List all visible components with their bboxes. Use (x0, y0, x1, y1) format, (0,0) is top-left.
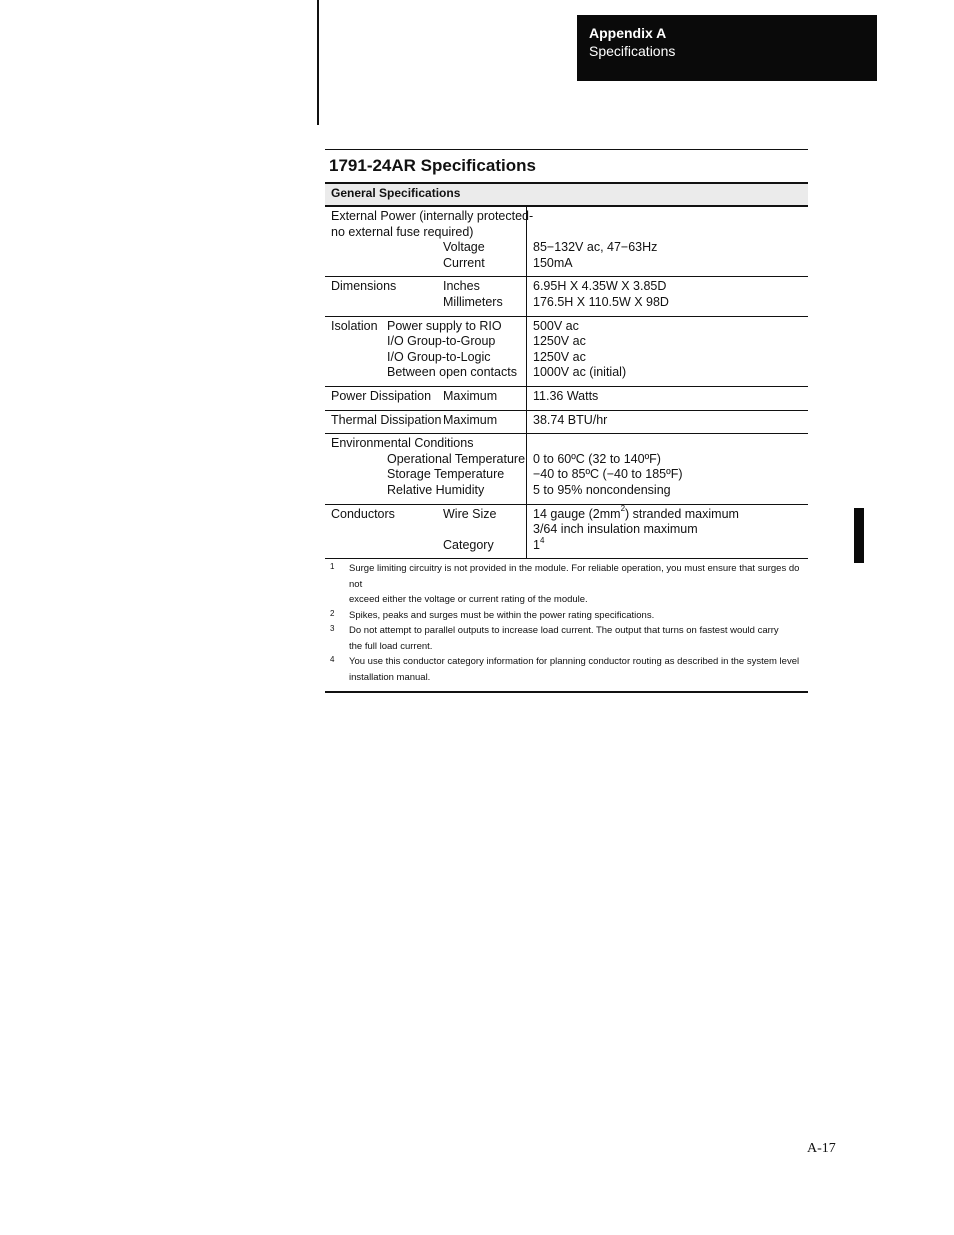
page-number: A-17 (807, 1141, 836, 1156)
spec-value-cell (527, 410, 809, 434)
spec-value-cell (527, 434, 809, 504)
spec-value-cell (527, 207, 809, 277)
spec-label-line (331, 209, 534, 225)
spec-label-line (331, 240, 520, 256)
spec-label-text: Current (443, 255, 485, 270)
spec-label-line (331, 413, 520, 429)
spec-value-line (533, 350, 802, 366)
footnote-line: Spikes, peaks and surges must be within the power rating specifications. (349, 609, 655, 621)
spec-value-line (533, 483, 802, 499)
table-row (325, 410, 808, 434)
spec-label-cell (325, 504, 527, 559)
page-title: 1791-24AR Specifications (329, 156, 536, 175)
spec-label-text: Operational Temperature (387, 451, 526, 466)
left-margin-rule (317, 0, 319, 125)
spec-label-cell (325, 410, 527, 434)
footnote (325, 561, 808, 608)
spec-label-line (331, 350, 520, 366)
spec-value-text: 1000V ac (initial) (533, 365, 627, 380)
spec-sublabel-text: Inches (443, 279, 480, 294)
spec-value-line (533, 522, 802, 538)
spec-value-line (533, 504, 802, 523)
spec-sublabel-text: Maximum (443, 388, 498, 403)
spec-label-text: Between open contacts (387, 365, 517, 380)
footnote (325, 608, 808, 624)
footnote (325, 623, 808, 654)
table-row (325, 277, 808, 316)
footnote-number: 2 (330, 608, 335, 618)
footnote-number: 1 (330, 562, 335, 572)
spec-value-text: −40 to 85ºC (−40 to 185ºF) (533, 467, 683, 482)
spec-value-text: 5 to 95% noncondensing (533, 482, 671, 497)
spec-label-line (331, 436, 520, 452)
spec-value-cell (527, 504, 809, 559)
footnote-line: the full load current. (349, 640, 433, 652)
spec-value-line (533, 535, 802, 554)
table-row (325, 386, 808, 410)
spec-label-text: Relative Humidity (387, 482, 485, 497)
footnote-ref: 4 (539, 535, 545, 545)
spec-value-text: 3/64 inch insulation maximum (533, 522, 698, 537)
spec-label-text: I/O Group-to-Group (387, 334, 496, 349)
table-heading: General Specifications (325, 182, 808, 207)
spec-label-cell (325, 207, 534, 277)
footnote-number: 4 (330, 655, 335, 665)
spec-value-text: ) stranded maximum (625, 506, 739, 521)
spec-value-text: 85−132V ac, 47−63Hz (533, 240, 658, 255)
spec-sublabel-text: Wire Size (443, 506, 497, 521)
spec-value-line (533, 467, 802, 483)
footnote-number: 3 (330, 624, 335, 634)
spec-value-line (533, 256, 802, 272)
table-row (325, 207, 808, 277)
spec-label-text: Thermal Dissipation (331, 412, 442, 427)
spec-value-text: 38.74 BTU/hr (533, 412, 608, 427)
spec-value-line (533, 295, 802, 311)
spec-label-cell (325, 277, 527, 316)
section-label: Specifications (589, 43, 676, 59)
spec-value-text: 0 to 60ºC (32 to 140ºF) (533, 451, 661, 466)
spec-label-text: Storage Temperature (387, 467, 505, 482)
footnote-line: You use this conductor category information for planning conductor routing as described in the system level (349, 656, 800, 668)
section-thumb-tab (854, 508, 864, 563)
spec-label-line (331, 451, 526, 468)
spec-label-text: Millimeters (443, 294, 503, 309)
spec-value-text: 1250V ac (533, 349, 586, 364)
spec-label-line (331, 467, 520, 483)
spec-label-text: Category (443, 537, 494, 552)
footnote-ref: 2 (620, 504, 626, 514)
footnote-line: installation manual. (349, 671, 431, 683)
spec-value-text: 11.36 Watts (533, 388, 599, 403)
spec-label-text: I/O Group-to-Logic (387, 349, 491, 364)
spec-label-line (331, 483, 520, 499)
appendix-header-box (577, 15, 877, 81)
table-row (325, 434, 808, 504)
footnote-line: Do not attempt to parallel outputs to increase load current. The output that turns on fastest would carry (349, 625, 779, 637)
spec-document (325, 149, 808, 693)
spec-label-text: Dimensions (331, 279, 397, 294)
spec-value-text: 150mA (533, 255, 573, 270)
footnote-text (349, 654, 808, 685)
footnote-text (349, 623, 808, 654)
spec-value-line (533, 452, 802, 468)
footnote (325, 654, 808, 685)
appendix-label: Appendix A (589, 25, 667, 41)
spec-value-cell (527, 277, 809, 316)
spec-value-line (533, 413, 802, 429)
spec-value-text: 500V ac (533, 318, 579, 333)
spec-label-text: Power Dissipation (331, 388, 432, 403)
table-row (325, 316, 808, 386)
spec-label-text: Conductors (331, 506, 395, 521)
spec-label-line (331, 256, 520, 272)
spec-value-line (533, 225, 802, 241)
spec-label-line (331, 319, 520, 335)
spec-value-cell (527, 316, 809, 386)
spec-value-text: 1250V ac (533, 334, 586, 349)
spec-value-line (533, 240, 802, 256)
footnote-line: Surge limiting circuitry is not provided in the module. For reliable operation, you must ensure that surges do not (349, 563, 800, 590)
spec-label-line (331, 295, 520, 311)
spec-label-line (331, 522, 520, 538)
spec-label-text: External Power (internally protected- (331, 209, 534, 223)
spec-sublabel-text: Maximum (443, 412, 498, 427)
spec-label-line (331, 389, 520, 405)
spec-value-text: 14 gauge (2mm (533, 506, 621, 521)
spec-value-line (533, 334, 802, 350)
spec-label-line (331, 225, 520, 241)
spec-value-line (533, 365, 802, 381)
spec-value-cell (527, 386, 809, 410)
spec-label-line (331, 334, 520, 350)
spec-label-cell (325, 434, 527, 504)
spec-value-text: 1 (533, 537, 540, 552)
spec-label-line (331, 507, 520, 523)
footnotes (325, 559, 808, 693)
spec-sublabel-text: Power supply to RIO (387, 318, 502, 333)
spec-label-cell (325, 386, 527, 410)
footnote-text (349, 561, 808, 608)
spec-label-text: Isolation (331, 318, 378, 333)
spec-value-line (533, 436, 802, 452)
footnote-line: exceed either the voltage or current rating of the module. (349, 594, 588, 606)
spec-label-cell (325, 316, 527, 386)
spec-value-line (533, 319, 802, 335)
spec-label-line (331, 538, 520, 554)
spec-value-text: 6.95H X 4.35W X 3.85D (533, 279, 667, 294)
spec-label-text: no external fuse required) (331, 224, 474, 239)
spec-value-line (533, 279, 802, 295)
spec-label-text: Environmental Conditions (331, 436, 474, 451)
spec-value-text: 176.5H X 110.5W X 98D (533, 294, 669, 309)
spec-table (325, 207, 808, 559)
spec-value-line (533, 209, 802, 225)
spec-label-text: Voltage (443, 240, 485, 255)
spec-label-line (331, 365, 520, 381)
table-row (325, 504, 808, 559)
footnote-text (349, 608, 808, 624)
spec-label-line (331, 279, 520, 295)
spec-value-line (533, 389, 802, 405)
